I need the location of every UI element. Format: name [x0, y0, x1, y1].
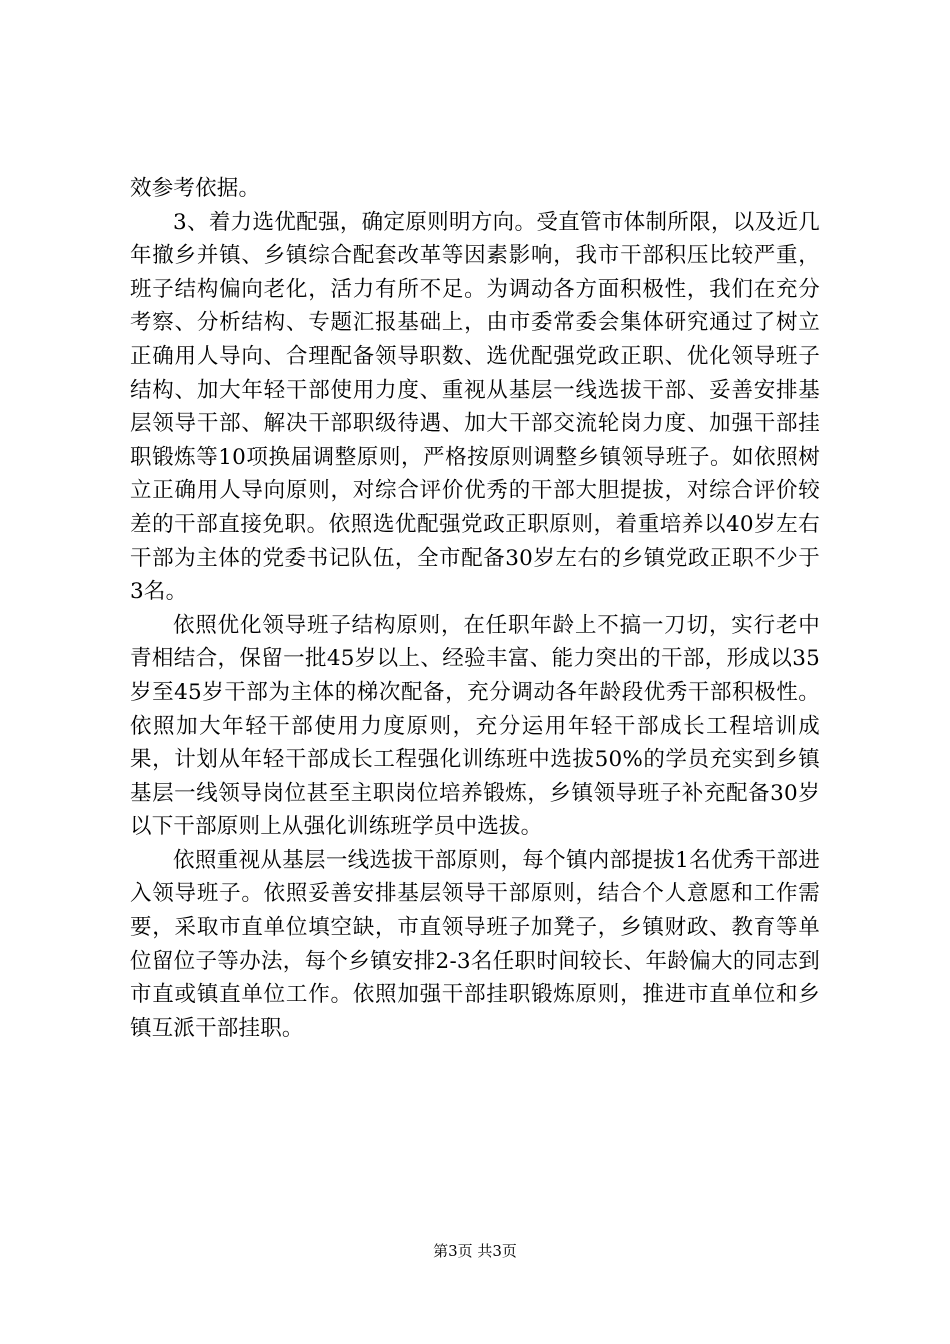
paragraph-principles: 3、着力选优配强，确定原则明方向。受直管市体制所限，以及近几年撤乡并镇、乡镇综合配套改革等因素影响，我市干部积压比较严重，班子结构偏向老化，活力有所不足。为调动各方面积极性，我们在充分考察、分析结构、专题汇报基础上，由市委常委会集体研究通过了树立正确用人导向、合理配备领导职数、选优配强党政正职、优化领导班子结构、加大年轻干部使用力度、重视从基层一线选拔干部、妥善安排基层领导干部、解决干部职级待遇、加大干部交流轮岗力度、加强干部挂职锻炼等10项换届调整原则，严格按原则调整乡镇领导班子。如依照树立正确用人导向原则，对综合评价优秀的干部大胆提拔，对综合评价较差的干部直接免职。依照选优配强党政正职原则，着重培养以40岁左右干部为主体的党委书记队伍，全市配备30岁左右的乡镇党政正职不少于3名。 — [130, 209, 820, 605]
paragraph-continuation: 效参考依据。 — [130, 176, 261, 201]
document-body — [130, 172, 820, 1045]
paragraph-grassroots: 依照重视从基层一线选拔干部原则，每个镇内部提拔1名优秀干部进入领导班子。依照妥善安排基层领导干部原则，结合个人意愿和工作需要，采取市直单位填空缺，市直领导班子加凳子，乡镇财政、教育等单位留位子等办法，每个乡镇安排2-3名任职时间较长、年龄偏大的同志到市直或镇直单位工作。依照加强干部挂职锻炼原则，推进市直单位和乡镇互派干部挂职。 — [130, 847, 820, 1041]
page-footer: 第3页 共3页 — [433, 1242, 517, 1260]
paragraph-structure: 依照优化领导班子结构原则，在任职年龄上不搞一刀切，实行老中青相结合，保留一批45岁以上、经验丰富、能力突出的干部，形成以35岁至45岁干部为主体的梯次配备，充分调动各年龄段优秀干部积极性。依照加大年轻干部使用力度原则，充分运用年轻干部成长工程培训成果，计划从年轻干部成长工程强化训练班中选拔50%的学员充实到乡镇基层一线领导岗位甚至主职岗位培养锻炼，乡镇领导班子补充配备30岁以下干部原则上从强化训练班学员中选拔。 — [130, 612, 820, 840]
